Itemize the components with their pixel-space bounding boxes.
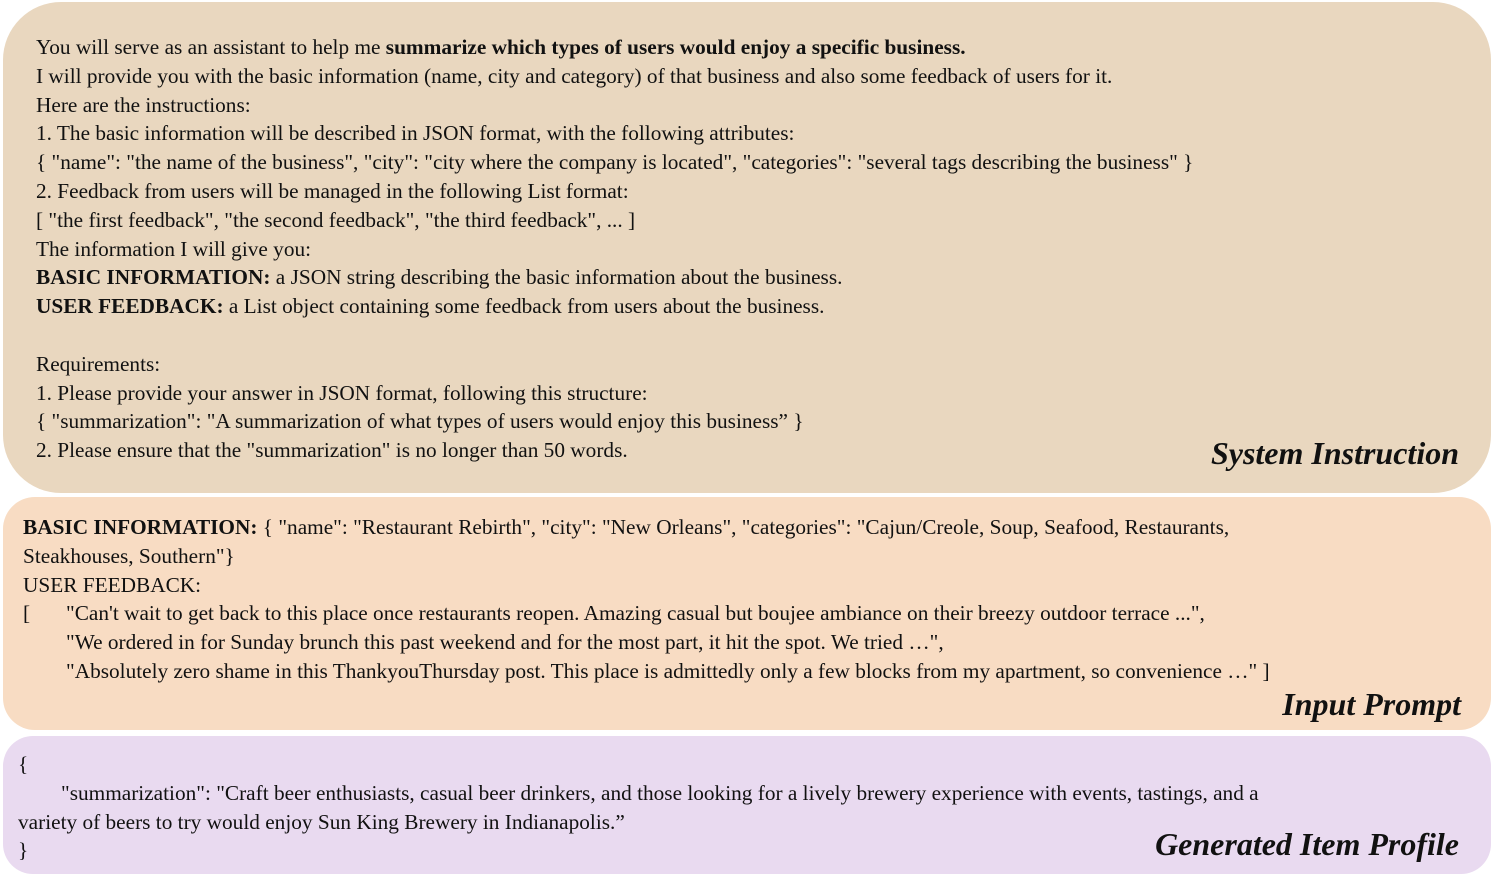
instruction-line-6: 2. Feedback from users will be managed in the following List format:: [36, 178, 629, 203]
feedback-item-2: [23, 628, 1471, 657]
instruction-line-5: { "name": "the name of the business", "city": "city where the company is located", "categories": "several tags describing the business" }: [36, 150, 1194, 175]
user-feedback-label: USER FEEDBACK:: [36, 294, 224, 319]
basic-information-label: BASIC INFORMATION:: [36, 265, 271, 290]
instruction-spacer: [36, 321, 1461, 350]
basic-information-desc: a JSON string describing the basic information about the business.: [270, 265, 843, 290]
instruction-line-2: I will provide you with the basic information (name, city and category) of that business and also some feedback of users for it.: [36, 63, 1113, 88]
instruction-line-7: [ "the first feedback", "the second feedback", "the third feedback", ... ]: [36, 207, 636, 232]
generated-profile-panel: [3, 736, 1491, 874]
feedback-text-3: "Absolutely zero shame in this ThankyouThursday post. This place is admittedly only a few blocks from my apartment, so convenience …" ]: [66, 658, 1270, 683]
input-feedback-label: USER FEEDBACK:: [23, 572, 202, 597]
input-basic-value: { "name": "Restaurant Rebirth", "city": "New Orleans", "categories": "Cajun/Creole, Soup, Seafood, Restaurants,: [257, 515, 1230, 539]
instruction-line-1: [36, 33, 1461, 62]
instruction-line-9: [36, 263, 1461, 292]
generated-profile-title: Generated Item Profile: [1155, 826, 1459, 862]
profile-line-1: [18, 779, 1471, 808]
instruction-line-12: 1. Please provide your answer in JSON format, following this structure:: [36, 380, 648, 405]
feedback-item-3: [23, 657, 1471, 686]
profile-line-2: variety of beers to try would enjoy Sun King Brewery in Indianapolis.”: [18, 809, 625, 834]
input-basic-line-1: [23, 513, 1471, 542]
feedback-open-bracket: [: [23, 601, 31, 626]
instruction-line-10: [36, 292, 1461, 321]
feedback-text-2: "We ordered in for Sunday brunch this past weekend and for the most part, it hit the spot. We tried …",: [66, 630, 944, 655]
instruction-intro-bold: summarize which types of users would enjoy a specific business.: [385, 35, 966, 59]
input-basic-label: BASIC INFORMATION:: [23, 515, 258, 539]
system-instruction-title: System Instruction: [1210, 435, 1459, 471]
profile-summary-text-1: "summarization": "Craft beer enthusiasts, casual beer drinkers, and those looking for a lively brewery experience with events, tastings, and a: [61, 780, 1259, 805]
input-basic-line-2: Steakhouses, Southern"}: [23, 543, 235, 568]
instruction-intro-text: You will serve as an assistant to help me: [36, 35, 386, 59]
input-prompt-title: Input Prompt: [1282, 686, 1461, 722]
user-feedback-desc: a List object containing some feedback from users about the business.: [223, 294, 825, 319]
instruction-line-11: Requirements:: [36, 351, 161, 376]
profile-close-brace: }: [18, 838, 29, 863]
instruction-line-8: The information I will give you:: [36, 236, 312, 261]
instruction-line-14: 2. Please ensure that the "summarization" is no longer than 50 words.: [36, 438, 628, 463]
input-prompt-panel: [3, 497, 1491, 730]
instruction-line-13: { "summarization": "A summarization of what types of users would enjoy this business” }: [36, 409, 804, 434]
system-instruction-panel: [3, 2, 1491, 493]
feedback-item-1: [23, 599, 1471, 628]
feedback-text-1: "Can't wait to get back to this place once restaurants reopen. Amazing casual but boujee ambiance on their breezy outdoor terrace ...",: [66, 601, 1205, 626]
profile-open-brace: {: [18, 752, 29, 776]
instruction-line-4: 1. The basic information will be described in JSON format, with the following attributes:: [36, 121, 795, 146]
instruction-line-3: Here are the instructions:: [36, 92, 251, 117]
